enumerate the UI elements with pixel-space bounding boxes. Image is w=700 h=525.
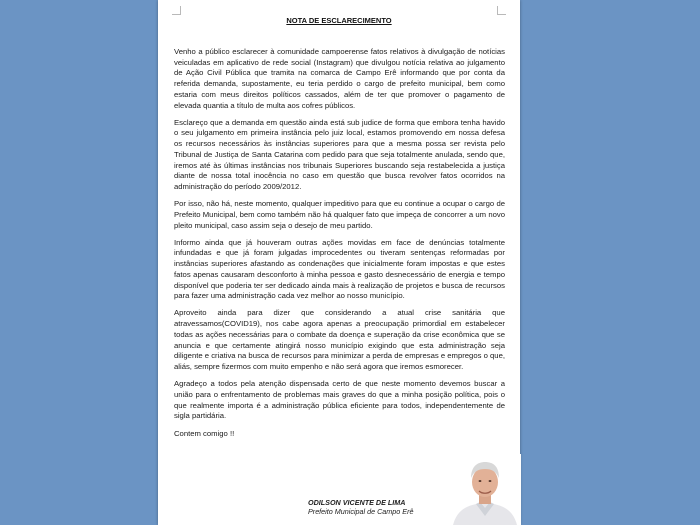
signature-role: Prefeito Municipal de Campo Erê xyxy=(308,507,414,516)
signature-block xyxy=(308,498,413,516)
paragraph: Venho a público esclarecer à comunidade campoerense fatos relativos à divulgação de notícias veiculadas em aplicativo de rede social (Instagram) que divulgou notícia relativa ao julgamento de Ação Civil Pública que tramita na comarca de Campo Erê informando que por conta da referida demanda, supostamente, eu teria perdido o cargo de prefeito municipal, bem como estaria com meus direitos políticos cassados, além de ter que promover o pagamento de elevada quantia a título de multa aos cofres públicos. xyxy=(174,47,505,110)
page-corner-mark-right xyxy=(497,6,506,15)
closing-line: Contem comigo !! xyxy=(174,428,235,438)
document-page xyxy=(158,0,520,525)
paragraph: Agradeço a todos pela atenção dispensada certo de que neste momento devemos buscar a união para o enfrentamento de problemas mais graves do que a minha posição política, pois o que realmente importa é a administração pública eficiente para todos, independentemente de sigla partidária. xyxy=(174,379,505,421)
paragraph: Por isso, não há, neste momento, qualquer impeditivo para que eu continue a ocupar o cargo de Prefeito Municipal, bem como também não há qualquer fato que impeça de concorrer a um novo pleito municipal, caso assim seja o desejo de meu partido. xyxy=(174,199,505,230)
document-title: NOTA DE ESCLARECIMENTO xyxy=(286,16,392,25)
mayor-portrait-photo xyxy=(449,454,521,525)
paragraph: Aproveito ainda para dizer que considerando a atual crise sanitária que atravessamos(COVID19), nos cabe agora apenas a preocupação primordial em estabelecer todas as ações necessárias para o combate da doença e superação da crise econômica que se anuncia e que certamente atingirá nosso município exigindo que esta administração seja diligente e criativa na busca de recursos para minimizar a perda de empresas e empregos o que, aliás, sempre fizermos com muito empenho e não será agora que iremos esmorecer. xyxy=(174,308,505,371)
page-corner-mark-left xyxy=(172,6,181,15)
signature-name: ODILSON VICENTE DE LIMA xyxy=(308,498,406,507)
paragraph: Informo ainda que já houveram outras ações movidas em face de denúncias totalmente infundadas e que já foram julgadas improcedentes ou tiveram sentenças reformadas por instâncias superiores afastando as condenações que inicialmente foram impostas e que estes fatos apenas causaram desconforto à minha pessoa e gasto desnecessário de energia e tempo disponível que poderia ter ser dedicado ainda mais à realização de projetos e busca de recursos para fazer uma administração cada vez melhor ao nosso município. xyxy=(174,237,505,301)
paragraph: Esclareço que a demanda em questão ainda está sub judice de forma que embora tenha havido o seu julgamento em primeira instância pelo juiz local, estamos promovendo em nossa defesa os recursos necessários às instâncias superiores para que a mesma possa ser revista pelo Tribunal de Justiça de Santa Catarina com pedido para que seja totalmente anulada, sendo que, iremos até às últimas instâncias nos tribunais Superiores buscando seja restabelecida a justiça diante de nossa total inocência no caso em questão que busca revolver fatos ocorridos na administração do período 2009/2012. xyxy=(174,117,505,191)
document-body xyxy=(174,47,505,446)
